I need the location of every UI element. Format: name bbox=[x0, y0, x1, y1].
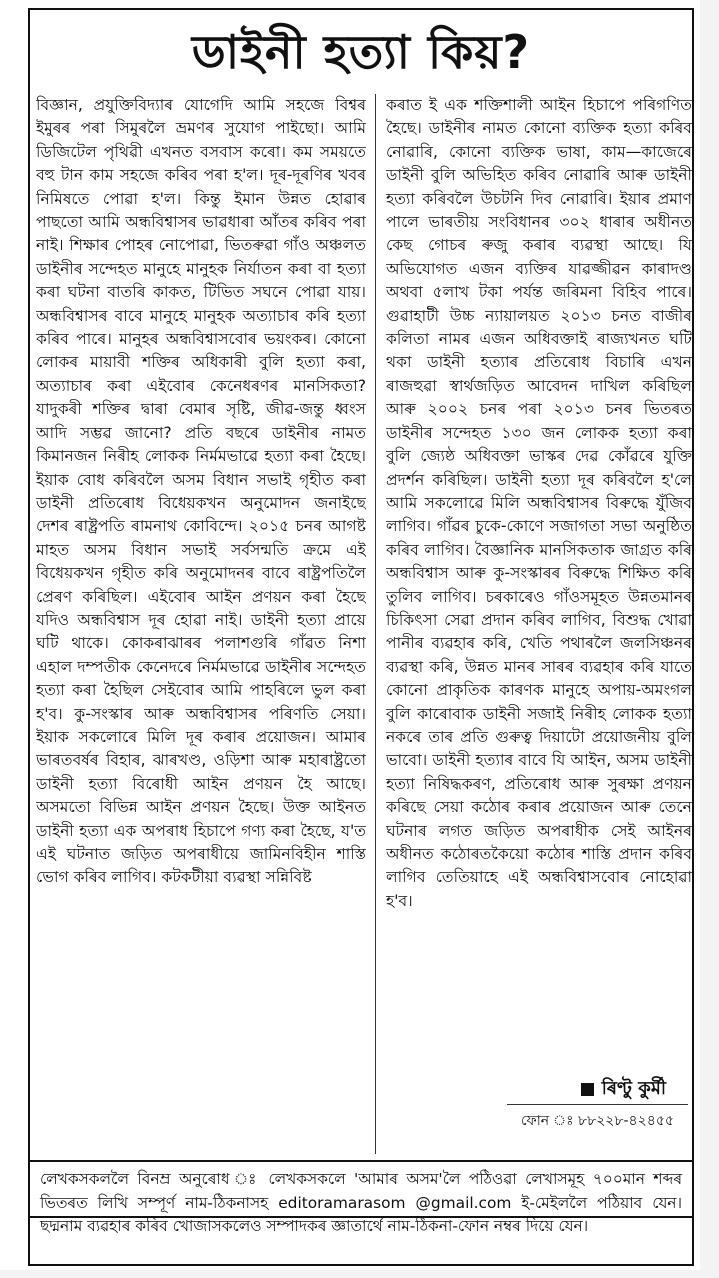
author-phone: ফোন ঃ ৮৮২২৮-৪২৪৫৫ bbox=[507, 1104, 688, 1137]
article-box bbox=[28, 8, 694, 1218]
square-bullet-icon bbox=[581, 1083, 594, 1096]
author-name: ৰিণ্টু কুৰ্মী bbox=[601, 1078, 666, 1099]
column-divider bbox=[375, 94, 376, 1154]
article-title: ডাইনী হত্যা কিয়? bbox=[191, 25, 531, 79]
page-edge-bottom bbox=[0, 1270, 719, 1278]
article-column-right: কৰাত ই এক শক্তিশালী আইন হিচাপে পৰিগণিত হৈছে। ডাইনীৰ নামত কোনো ব্যক্তিক হত্যা কৰিব নোৱাৰি, কোনো ব্যক্তিক ভাষা, কাম—কাজেৰে ডাইনী বুলি অভিহিত কৰিব নোৱাৰি আৰু ডাইনী হত্যা কৰিবলৈ উচটনি দিব নোৱাৰি। ইয়াৰ প্ৰমাণ পালে ভাৰতীয় সংবিধানৰ ৩০২ ধাৰাৰ অধীনত কেছ গোচৰ ৰুজু কৰাৰ ব্যৱস্থা আছে। যি অভিযোগত এজন ব্যক্তিৰ যাৱজ্জীৱন কাৰাদণ্ড অথবা ৫লাখ টকা পৰ্যন্ত জৰিমনা বিহিব পাৰে। গুৱাহাটী উচ্চ ন্যায়ালয়ত ২০১৩ চনত বাজীৰ কলিতা নামৰ এজন অধিবক্তাই ৰাজ্যখনত ঘটি থকা ডাইনী হত্যাৰ প্ৰতিৰোধ বিচাৰি এখন ৰাজহুৱা স্বাৰ্থজড়িত আবেদন দাখিল কৰিছিল আৰু ২০০২ চনৰ পৰা ২০১৩ চনৰ ভিতৰত ডাইনীৰ সন্দেহত ১৩০ জন লোকক হত্যা কৰা বুলি জ্যেষ্ঠ অধিবক্তা ভাস্কৰ দেৱ কোঁৱৰে যুক্তি প্ৰদৰ্শন কৰিছিল। ডাইনী হত্যা দূৰ কৰিবলৈ হ'লে আমি সকলোৱে মিলি অন্ধবিশ্বাসৰ বিৰুদ্ধে যুঁজিব লাগিব। গাঁৱৰ চুকে-কোণে সজাগতা সভা অনুষ্ঠিত কৰিব লাগিব। বৈজ্ঞানিক মানসিকতাক জাগ্ৰত কৰি অন্ধবিশ্বাস আৰু কু-সংস্কাৰৰ বিৰুদ্ধে শিক্ষিত কৰি তুলিব লাগিব। চৰকাৰেও গাঁওসমূহত উন্নতমানৰ চিকিৎসা সেৱা প্ৰদান কৰিব লাগিব, বিশুদ্ধ খোৱা পানীৰ ব্যৱহাৰ কৰি, খেতি পথাৰলৈ জলসিঞ্চনৰ ব্যৱস্থা কৰি, উন্নত মানৰ সাৰৰ ব্যৱহাৰ কৰি যাতে কোনো প্ৰাকৃতিক কাৰণক মানুহে অপায়-অমংগল বুলি কাৰোবাক ডাইনী সজাই নিৰীহ লোকক হত্যা নকৰে তাৰ প্ৰতি গুৰুত্ব দিয়াটো প্ৰয়োজনীয় বুলি ভাবো। ডাইনী হত্যাৰ বাবে যি আইন, অসম ডাইনী হত্যা নিষিদ্ধকৰণ, প্ৰতিৰোধ আৰু সুৰক্ষা প্ৰণয়ন কৰিছে সেয়া কঠোৰ কৰাৰ প্ৰয়োজন আৰু তেনে ঘটনাৰ লগত জড়িত অপৰাধীক সেই আইনৰ অধীনত কঠোৰতকৈয়ো কঠোৰ শাস্তি প্ৰদান কৰিব লাগিব তেতিয়াহে এই অন্ধবিশ্বাসবোৰ নোহোৱা হ'ব। bbox=[386, 96, 692, 910]
author-byline bbox=[581, 1074, 666, 1105]
article-column-left: বিজ্ঞান, প্ৰযুক্তিবিদ্যাৰ যোগেদি আমি সহজে বিশ্বৰ ইমুৰৰ পৰা সিমুৰলৈ ভ্ৰমণৰ সুযোগ পাইছো। আমি ডিজিটেল পৃথিৱী এখনত বসবাস কৰো। কম সময়তে বহু টান কাম সহজে কৰিব পৰা হ'ল। দূৰ-দূৰণিৰ খবৰ নিমিষতে পোৱা হ'ল। কিন্তু ইমান উন্নত হোৱাৰ পাছতো আমি অন্ধবিশ্বাসৰ ভাৱধাৰা আঁতৰ কৰিব পৰা নাই। শিক্ষাৰ পোহৰ নোপোৱা, ভিতৰুৱা গাঁও অঞ্চলত ডাইনীৰ সন্দেহত মানুহে মানুহক নিৰ্যাতন কৰা বা হত্যা কৰা ঘটনা বাতৰি কাকত, টিভিত সঘনে পোৱা যায়। অন্ধবিশ্বাসৰ বাবে মানুহে মানুহক অত্যাচাৰ কৰি হত্যা কৰিব পাৰে। মানুহৰ অন্ধবিশ্বাসবোৰ ভয়ংকৰ। কোনো লোকৰ মায়াবী শক্তিৰ অধিকাৰী বুলি হত্যা কৰা, অত্যাচাৰ কৰা এইবোৰ কেনেধৰণৰ মানসিকতা? যাদুকৰী শক্তিৰ দ্বাৰা বেমাৰ সৃষ্টি, জীৱ-জন্তু ধ্বংস আদি সম্ভৱ জানো? প্ৰতি বছৰে ডাইনীৰ নামত কিমানজন নিৰীহ লোকক নিৰ্মমভাৱে হত্যা কৰা হৈছে। ইয়াক বোধ কৰিবলৈ অসম বিধান সভাই গৃহীত কৰা ডাইনী প্ৰতিৰোধ বিধেয়কখন অনুমোদন জনাইছে দেশৰ ৰাষ্ট্ৰপতি ৰামনাথ কোবিন্দে। ২০১৫ চনৰ আগষ্ট মাহত অসম বিধান সভাই সৰ্বসন্মতি ক্ৰমে এই বিধেয়কখন গৃহীত কৰি অনুমোদনৰ বাবে ৰাষ্ট্ৰপতিলৈ প্ৰেৰণ কৰিছিল। এইবোৰ আইন প্ৰণয়ন কৰা হৈছে যদিও অন্ধবিশ্বাস দূৰ হোৱা নাই। ডাইনী হত্যা প্ৰায়ে ঘটি থাকে। কোকৰাঝাৰৰ পলাশগুৰি গাঁৱত নিশা এহাল দম্পতীক কেনেদৰে নিৰ্মমভাৱে ডাইনীৰ সন্দেহত হত্যা কৰা হৈছিল সেইবোৰ আমি পাহৰিলে ভুল কৰা হ'ব। কু-সংস্কাৰ আৰু অন্ধবিশ্বাসৰ পৰিণতি সেয়া। ইয়াক সকলোৰে মিলি দূৰ কৰাৰ প্ৰয়োজন। আমাৰ ভাৰতবৰ্ষৰ বিহাৰ, ঝাৰখণ্ড, ওড়িশা আৰু মহাৰাষ্ট্ৰতো ডাইনী হত্যা বিৰোধী আইন প্ৰণয়ন হৈ আছে। অসমতো বিভিন্ন আইন প্ৰণয়ন হৈছে। উক্ত আইনত ডাইনী হত্যা এক অপৰাধ হিচাপে গণ্য কৰা হৈছে, য'ত এই ঘটনাত জড়িত অপৰাধীয়ে জামিনবিহীন শাস্তি ভোগ কৰিব লাগিব। কটকটীয়া ব্যৱস্থা সন্নিবিষ্ট bbox=[36, 96, 366, 887]
writers-notice-box: লেখকসকললৈ বিনম্ৰ অনুৰোধ ঃ লেখকসকলে 'আমাৰ অসম'লৈ পঠিওৱা লেখাসমূহ ৭০০মান শব্দৰ ভিতৰত লিখি সম্পূৰ্ণ নাম-ঠিকনাসহ editoramarasom @gmail.com ই-মেইললৈ পঠিয়াব যেন। ছদ্মনাম ব্যৱহাৰ কৰিব খোজাসকলেও সম্পাদকৰ জ্ঞাতাৰ্থে নাম-ঠিকনা-ফোন নম্বৰ দিয়ে যেন। bbox=[28, 1160, 694, 1266]
page-edge bbox=[700, 0, 719, 1278]
